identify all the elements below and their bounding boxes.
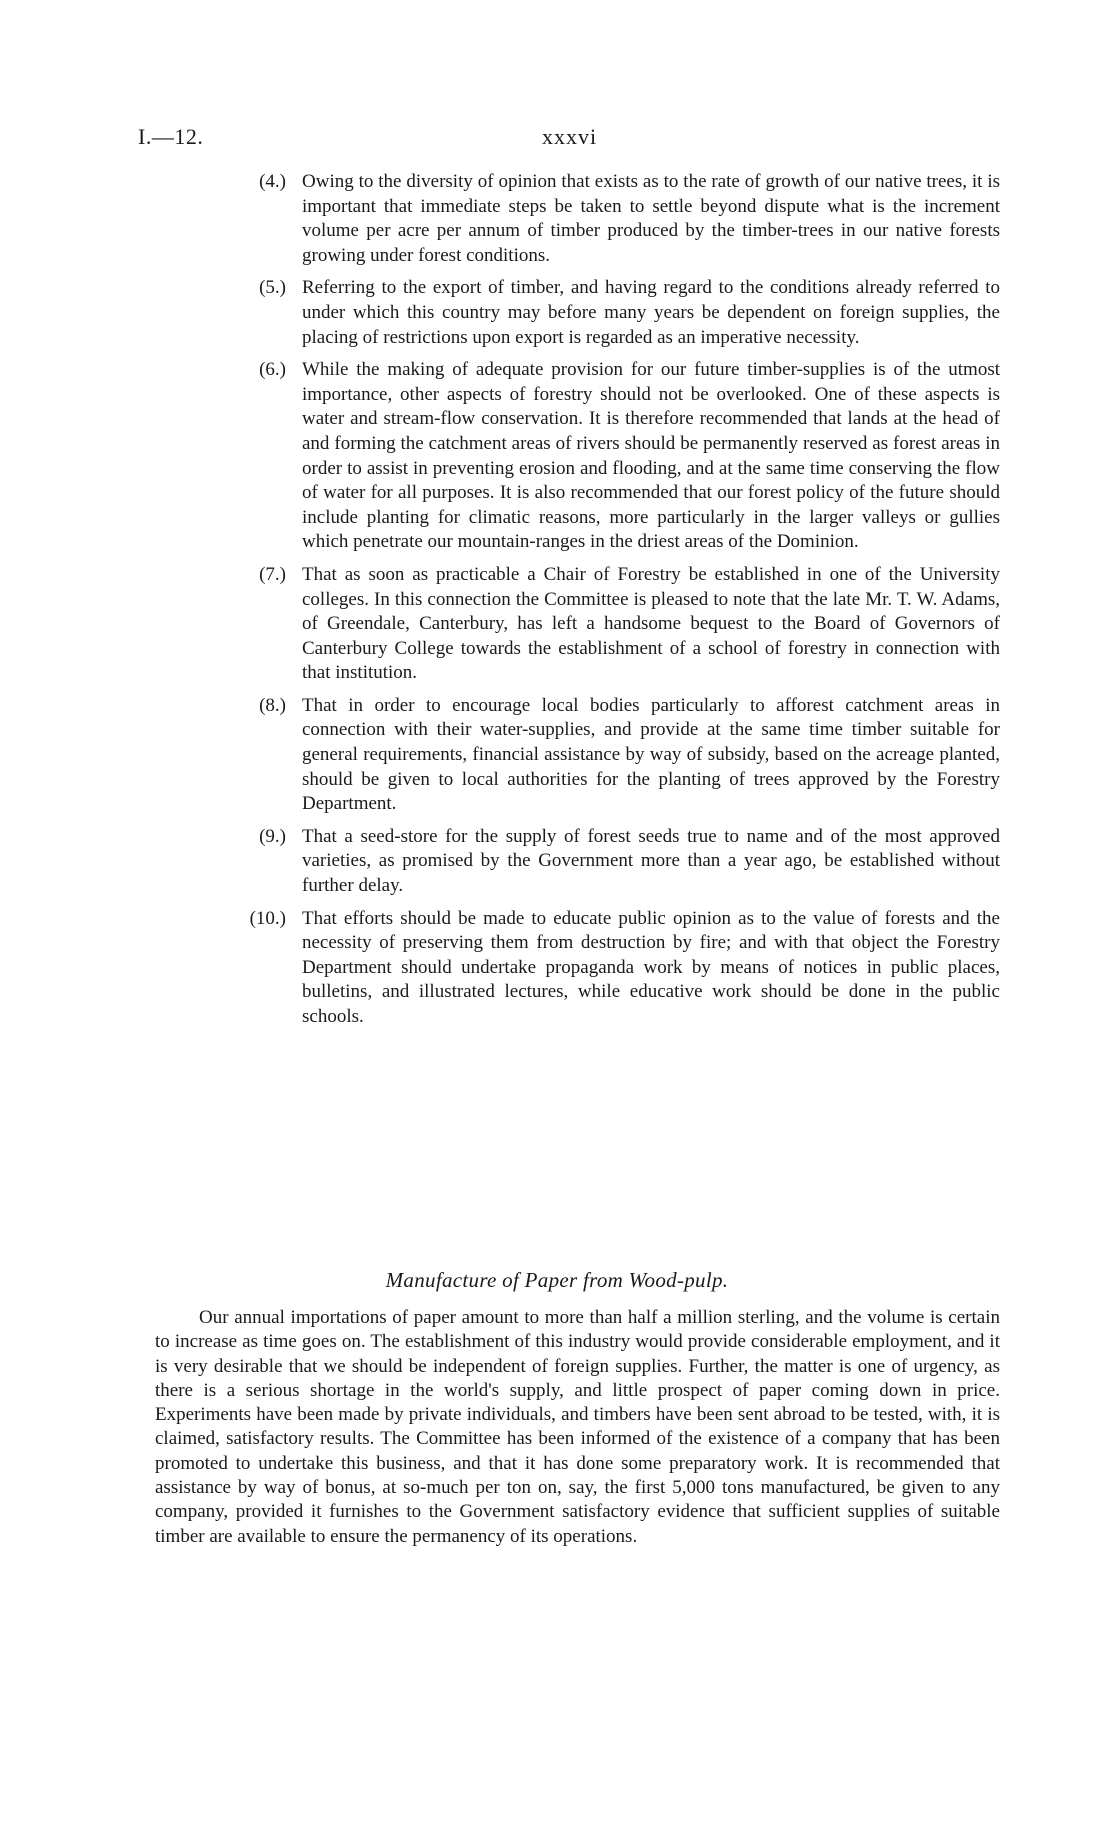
item-number: (5.) (259, 277, 286, 299)
list-item (230, 170, 1000, 268)
item-number: (6.) (259, 359, 286, 381)
page-number: xxxvi (542, 124, 598, 149)
item-text: That efforts should be made to educate public opinion as to the value of forests and the necessity of preserving them from destruction by fire; and with that object the Forestry Department should undertake propaganda work by means of notices in public places, bulletins, and illustrated lectures, while educative work should be done in the public schools. (302, 907, 1000, 1027)
item-number: (7.) (259, 563, 286, 585)
item-number: (8.) (259, 694, 286, 716)
item-text: Referring to the export of timber, and having regard to the conditions already referred to under which this country may before many years be dependent on foreign supplies, the placing of restrictions upon export is regarded as an imperative necessity. (302, 277, 1000, 348)
list-item (230, 694, 1000, 817)
item-text: That in order to encourage local bodies particularly to afforest catchment areas in connection with their water-supplies, and provide at the same time timber suitable for general requirements, financial assistance by way of subsidy, based on the acreage planted, should be given to local authorities for the planting of trees approved by the Forestry Department. (302, 694, 1000, 815)
recommendations-list (230, 170, 1000, 1038)
list-item (230, 276, 1000, 350)
document-reference: I.—12. (138, 124, 204, 149)
list-item (230, 907, 1000, 1030)
section-paragraph: Our annual importations of paper amount to more than half a million sterling, and the volume is certain to increase as time goes on. The establishment of this industry would provide considerable employment, and it is very desirable that we should be independent of foreign supplies. Further, the matter is one of urgency, as there is a serious shortage in the world's supply, and little prospect of paper coming down in price. Experiments have been made by private individuals, and timbers have been sent abroad to be tested, with, it is claimed, satisfactory results. The Committee has been informed of the existence of a company that has been promoted to undertake this business, and that it has done some preparatory work. It is recommended that assistance by way of bonus, at so-much per ton on, say, the first 5,000 tons manufactured, be given to any company, provided it furnishes to the Government satisfactory evidence that sufficient supplies of suitable timber are available to ensure the permanency of its operations. (155, 1307, 1000, 1547)
list-item (230, 358, 1000, 555)
list-item (230, 825, 1000, 899)
item-text: Owing to the diversity of opinion that exists as to the rate of growth of our native trees, it is important that immediate steps be taken to settle beyond dispute what is the increment volume per acre per annum of timber produced by the timber-trees in our native forests growing under forest conditions. (302, 171, 1000, 266)
list-item (230, 563, 1000, 686)
section-heading: Manufacture of Paper from Wood-pulp. (385, 1268, 729, 1292)
page-header (138, 124, 998, 154)
item-number: (4.) (259, 171, 286, 192)
item-text: That as soon as practicable a Chair of Forestry be established in one of the University colleges. In this connection the Committee is pleased to note that the late Mr. T. W. Adams, of Greendale, Canterbury, has left a handsome bequest to the Board of Governors of Canterbury College towards the establishment of a school of forestry in connection with that institution. (302, 563, 1000, 684)
item-number: (9.) (259, 825, 286, 847)
item-number: (10.) (249, 907, 286, 929)
item-text: While the making of adequate provision for our future timber-supplies is of the utmost importance, other aspects of forestry should not be overlooked. One of these aspects is water and stream-flow conservation. It is therefore recommended that lands at the head of and forming the catchment areas of rivers should be permanently reserved as forest areas in order to assist in preventing erosion and flooding, and at the same time conserving the flow of water for all purposes. It is also recommended that our forest policy of the future should include planting for climatic reasons, more particularly in the larger valleys or gullies which penetrate our mountain-ranges in the driest areas of the Dominion. (302, 359, 1000, 553)
item-text: That a seed-store for the supply of forest seeds true to name and of the most approved varieties, as promised by the Government more than a year ago, be established without further delay. (302, 825, 1000, 897)
